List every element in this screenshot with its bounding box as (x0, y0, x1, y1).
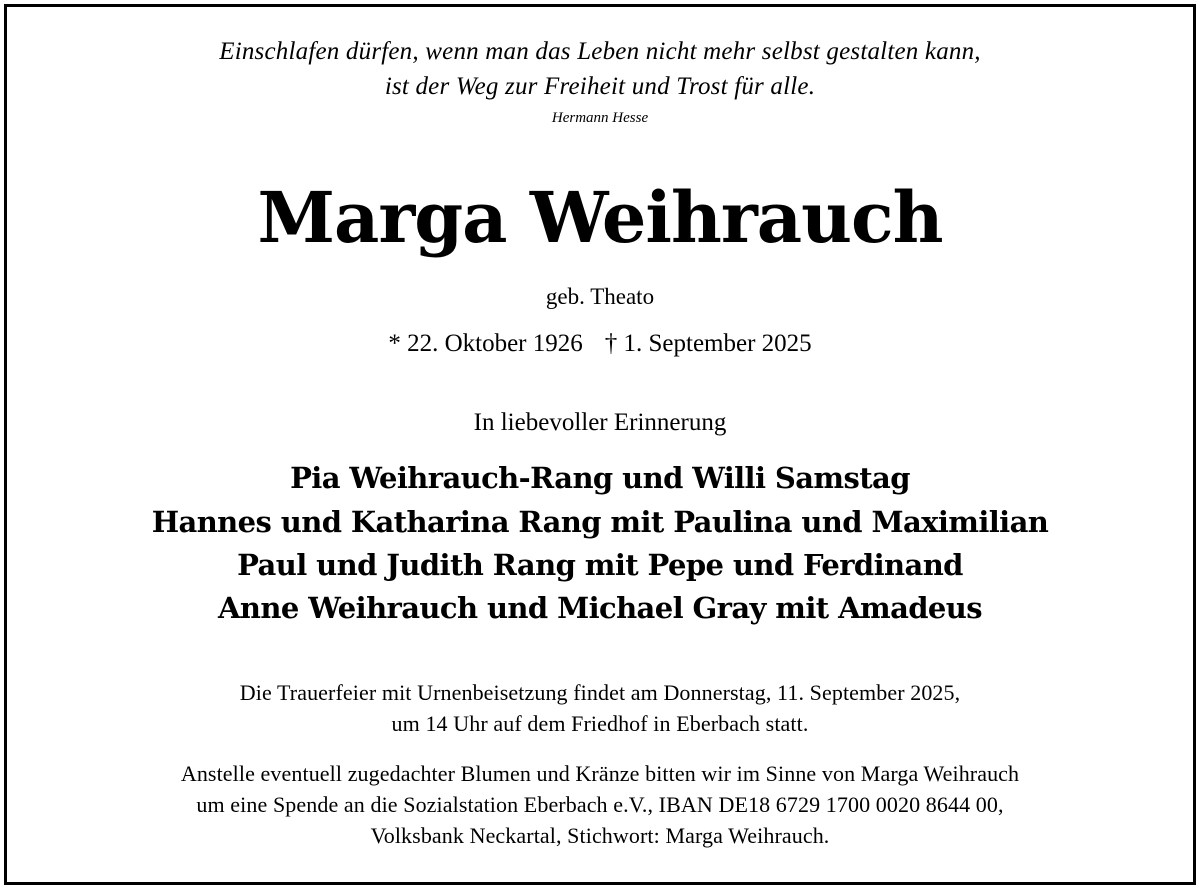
ceremony-line-2: um 14 Uhr auf dem Friedhof in Eberbach statt. (391, 711, 809, 736)
quote-line-2: ist der Weg zur Freiheit und Trost für alle. (384, 73, 816, 100)
donation-line-1: Anstelle eventuell zugedachter Blumen und Kränze bitten wir im Sinne von Marga Weihrauch (180, 761, 1020, 786)
obituary-border (4, 4, 1196, 885)
deceased-name: Marga Weihrauch (257, 176, 943, 259)
birth-name: geb. Theato (545, 284, 655, 309)
quote-line-1: Einschlafen dürfen, wenn man das Leben nicht mehr selbst gestalten kann, (219, 38, 981, 65)
birth-date: * 22. Oktober 1926 (388, 330, 583, 357)
donation-line-2: um eine Spende an die Sozialstation Eberbach e.V., IBAN DE18 6729 1700 0020 8644 00, (196, 792, 1004, 817)
donation-line-3: Volksbank Neckartal, Stichwort: Marga Weihrauch. (370, 823, 830, 848)
remembrance-text: In liebevoller Erinnerung (473, 409, 727, 436)
family-line-1: Pia Weihrauch-Rang und Willi Samstag (290, 461, 910, 495)
quote-author: Hermann Hesse (551, 110, 649, 126)
life-dates (0, 330, 1200, 358)
family-line-4: Anne Weihrauch und Michael Gray mit Amadeus (217, 591, 982, 625)
ceremony-line-1: Die Trauerfeier mit Urnenbeisetzung findet am Donnerstag, 11. September 2025, (239, 680, 961, 705)
death-date: † 1. September 2025 (604, 330, 812, 357)
family-line-2: Hannes und Katharina Rang mit Paulina und Maximilian (151, 505, 1049, 539)
family-line-3: Paul und Judith Rang mit Pepe und Ferdinand (237, 548, 963, 582)
